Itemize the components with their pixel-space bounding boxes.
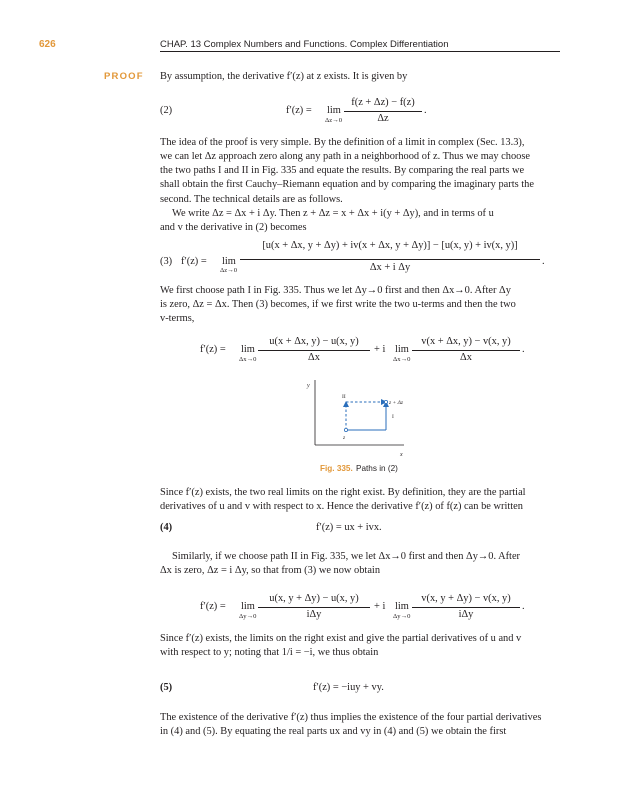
eq-path2-num2: v(x, y + Δy) − v(x, y) [421, 593, 511, 604]
eq-path2-end: . [522, 601, 525, 612]
line: we can let Δz approach zero along any path in a neighborhood of z. Thus we may choose [160, 151, 531, 163]
eq-path1-plus-i: + i [374, 344, 386, 355]
eq-path2-num1: u(x, y + Δy) − u(x, y) [269, 593, 359, 604]
eq-path2-plus-i: + i [374, 601, 386, 612]
point-z-plus-dz [384, 400, 387, 403]
eq-path2-bar2 [412, 607, 520, 608]
paragraph-1 [160, 136, 560, 207]
label-path-I: I [392, 414, 394, 420]
line: Since f′(z) exists, the limits on the right exist and give the partial derivatives of u and v [160, 633, 522, 644]
page-number: 626 [39, 39, 56, 50]
line: shall obtain the first Cauchy–Riemann equation and by comparing the imaginary parts the [160, 179, 534, 191]
eq2-numerator: f(z + Δz) − f(z) [351, 97, 415, 108]
line: Since f′(z) exists, the two real limits on the right exist. By definition, they are the partial [160, 487, 526, 498]
eq-path2-den1: iΔy [306, 609, 322, 620]
eq5-body: f′(z) = −iuy + vy. [313, 682, 384, 693]
line: We first choose path I in Fig. 335. Thus we let Δy→0 first and then Δx→0. After Δy [160, 285, 511, 296]
line: second. The technical details are as follows. [160, 193, 343, 205]
line: Similarly, if we choose path II in Fig. 335, we let Δx→0 first and then Δy→0. After [172, 551, 521, 562]
eq-path1-den2: Δx [460, 352, 472, 363]
eq3-lhs: f′(z) = [181, 256, 207, 267]
eq2-lim-sub: Δz→0 [325, 117, 343, 124]
line: with respect to y; noting that 1/i = −i, we thus obtain [160, 647, 379, 659]
eq4-label: (4) [160, 522, 173, 533]
eq-path2-lim-sub: Δy→0 [239, 613, 257, 620]
intro-text: By assumption, the derivative f′(z) at z exists. It is given by [160, 71, 408, 82]
label-z-plus-dz: z + Δz [389, 400, 403, 406]
line: derivatives of u and v with respect to x. Hence the derivative f′(z) of f(z) can be written [160, 501, 523, 513]
eq-path1-num1: u(x + Δx, y) − u(x, y) [269, 336, 359, 347]
label-path-II: II [342, 394, 346, 400]
eq2-denominator: Δz [377, 113, 389, 124]
eq-path1-lim-sub: Δx→0 [239, 356, 257, 363]
eq3-denominator: Δx + i Δy [369, 262, 411, 273]
eq-path1-num2: v(x + Δx, y) − v(x, y) [421, 336, 511, 347]
line: and v the derivative in (2) becomes [160, 222, 307, 234]
paragraph-6 [160, 632, 560, 660]
chapter-title: CHAP. 13 Complex Numbers and Functions. Complex Differentiation [160, 39, 449, 50]
eq2-lim: lim [327, 105, 341, 116]
paragraph-5 [160, 550, 560, 578]
eq2-lhs: f′(z) = [286, 105, 312, 116]
header-rule [160, 51, 560, 52]
figure-335 [300, 372, 420, 460]
eq-path2-lhs: f′(z) = [200, 601, 226, 612]
eq-path1-bar1 [258, 350, 370, 351]
proof-label: PROOF [104, 71, 144, 82]
line: is zero, Δz = Δx. Then (3) becomes, if we first write the two u-terms and then the two [160, 299, 516, 311]
line: the two paths I and II in Fig. 335 and equate the results. By comparing the real parts we [160, 165, 525, 177]
eq-path1-lim2-sub: Δx→0 [393, 356, 411, 363]
eq-path1-den1: Δx [308, 352, 320, 363]
eq4-body: f′(z) = ux + ivx. [316, 522, 382, 533]
eq3-end: . [542, 256, 545, 267]
eq-path1-lim2: lim [395, 344, 409, 355]
eq-path2-lim2: lim [395, 601, 409, 612]
line: v-terms, [160, 313, 195, 325]
line: We write Δz = Δx + i Δy. Then z + Δz = x + Δx + i(y + Δy), and in terms of u [172, 208, 494, 219]
point-z [344, 428, 347, 431]
figure-caption-text: Paths in (2) [356, 464, 398, 473]
paragraph-4 [160, 486, 560, 514]
paragraph-2 [160, 207, 560, 235]
eq-path2-lim2-sub: Δy→0 [393, 613, 411, 620]
eq-path2-bar1 [258, 607, 370, 608]
paragraph-3 [160, 284, 560, 326]
line: in (4) and (5). By equating the real parts ux and vy in (4) and (5) we obtain the first [160, 726, 507, 738]
label-z: z [343, 435, 346, 441]
figure-caption-number: Fig. 335. [320, 464, 353, 473]
eq2-label: (2) [160, 105, 173, 116]
eq2-fraction-bar [344, 111, 422, 112]
eq3-lim: lim [222, 256, 236, 267]
eq-path1-end: . [522, 344, 525, 355]
eq3-lim-sub: Δz→0 [220, 267, 238, 274]
eq3-label: (3) [160, 256, 173, 267]
eq-path1-lim: lim [241, 344, 255, 355]
line: The idea of the proof is very simple. By the definition of a limit in complex (Sec. 13.3), [160, 137, 525, 148]
eq3-numerator: [u(x + Δx, y + Δy) + iv(x + Δx, y + Δy)] − [u(x, y) + iv(x, y)] [262, 240, 518, 251]
eq-path2-lim: lim [241, 601, 255, 612]
eq5-label: (5) [160, 682, 173, 693]
y-axis-label: y [307, 383, 310, 389]
eq-path2-den2: iΔy [458, 609, 474, 620]
paragraph-7 [160, 711, 560, 739]
x-axis-label: x [400, 452, 403, 458]
eq-path1-bar2 [412, 350, 520, 351]
line: Δx is zero, Δz = i Δy, so that from (3) we now obtain [160, 565, 381, 577]
eq-path1-lhs: f′(z) = [200, 344, 226, 355]
line: The existence of the derivative f′(z) thus implies the existence of the four partial derivatives [160, 712, 542, 723]
eq2-end: . [424, 105, 427, 116]
eq3-fraction-bar [240, 259, 540, 260]
